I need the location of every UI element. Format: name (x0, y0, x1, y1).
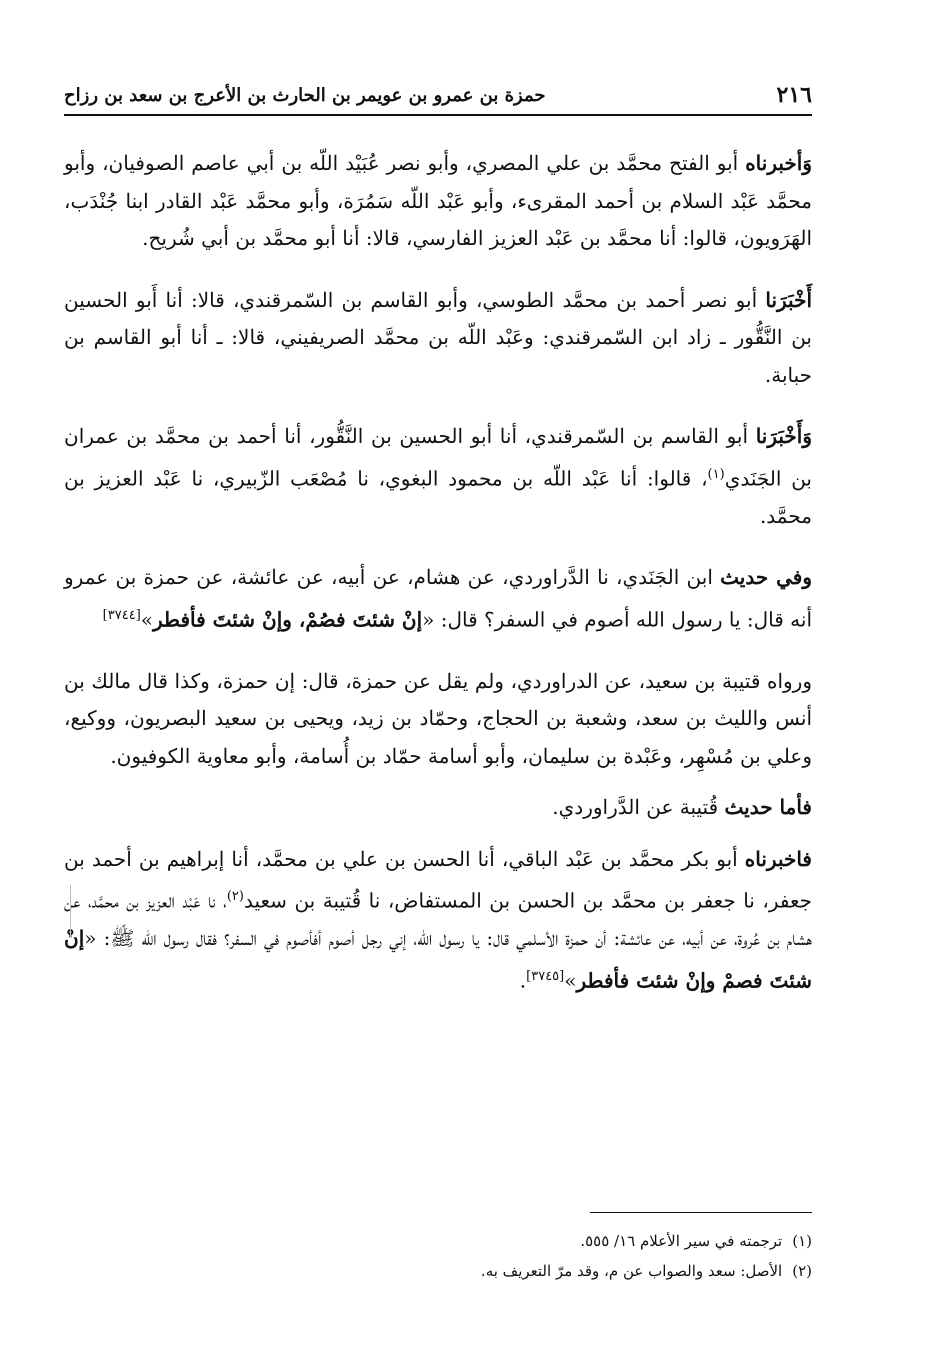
paragraph-keyword: أَخْبَرَنا (765, 287, 812, 312)
footnotes (64, 1226, 812, 1286)
paragraph-keyword: وَأخبرناه (745, 151, 812, 175)
hadith-reference: [٣٧٤٤] (102, 607, 141, 623)
paragraph-4 (64, 559, 812, 639)
main-text (64, 145, 812, 1014)
footnote-rule (590, 1212, 812, 1213)
footnote-number: (١) (792, 1232, 812, 1250)
paragraph-keyword: فاخبرناه (744, 846, 812, 871)
footnote-number: (٢) (792, 1262, 812, 1280)
paragraph-5 (64, 663, 812, 776)
paragraph-7 (64, 841, 812, 1000)
quote-close: » (140, 607, 154, 632)
paragraph-2 (64, 282, 812, 395)
paragraph-6 (64, 789, 812, 827)
footnote-1 (64, 1226, 812, 1256)
paragraph-keyword: وَأَخْبَرَنا (755, 424, 812, 448)
margin-mark (70, 885, 71, 937)
paragraph-text: ورواه قتيبة بن سعيد، عن الدراوردي، ولم يقل عن حمزة، قال: إن حمزة، وكذا قال مالك بن أنس والليث بن سعد، وشعبة بن الحجاج، وحمّاد بن زيد، ويحيى بن سعيد البصريون، ووكيع، وعلي بن مُسْهِر، وعَبْدة بن سليمان، وأبو أسامة حمّاد بن أُسامة، وأبو معاوية الكوفيون. (64, 668, 812, 768)
paragraph-keyword: وفي حديث (720, 565, 812, 590)
running-title: حمزة بن عمرو بن عويمر بن الحارث بن الأعرج بن سعد بن رزاح (64, 84, 546, 106)
paragraph-keyword: فأما حديث (724, 795, 812, 820)
paragraph-text: أبو نصر أحمد بن محمَّد الطوسي، وأبو القاسم بن السّمرقندي، قالا: أنا أَبو الحسين بن النَّقُّور ـ زاد ابن السّمرقندي: وعَبْد اللّه بن محمَّد الصريفيني، قالا: ـ أنا أبو القاسم بن حبابة. (64, 287, 812, 387)
page-number: ٢١٦ (776, 82, 812, 108)
paragraph-text: ابن الجَنَدي، نا الدَّراوردي، عن هشام، عن أبيه، عن عائشة، عن حمزة بن عمرو أنه قال: يا رسول الله أصوم في السفر؟ قال: « (64, 565, 812, 632)
paragraph-text: ، قالوا: أنا عَبْد اللّه بن محمود البغوي، نا مُصْعَب الزّبيري، نا عَبْد العزيز بن محمَّد. (64, 466, 812, 528)
paragraph-text: قُتيبة عن الدَّراوردي. (552, 795, 725, 820)
quote-close: » (564, 968, 577, 993)
paragraph-3 (64, 418, 812, 535)
paragraph-text: أبو بكر محمَّد بن عَبْد الباقي، أنا الحسن بن علي بن محمَّد، أنا إبراهيم بن أحمد بن جعفر، نا جعفر بن محمَّد بن الحسن بن المستفاض، نا قُتيبة بن سعيد (64, 846, 813, 913)
paragraph-text: ، نا عَبْد العزيز بن محمَّد، عن هشام بن عُروة، عن أبيه، عن عائشة: أن حمزة الأسلمي قال: يا رسول الله، إني رجل أصوم أفأصوم في السفر؟ فقال رسول الله ﷺ: « (64, 888, 812, 951)
hadith-quote: إنْ شئتَ فصمْ وإنْ شئتَ فأفطر (64, 926, 812, 993)
footnote-marker[interactable]: (١) (707, 466, 725, 482)
header-rule (64, 114, 812, 116)
paragraph-text: أبو الفتح محمَّد بن علي المصري، وأبو نصر عُبَيْد اللّه بن أبي عاصم الصوفيان، وأبو محمَّد عَبْد السلام بن أحمد المقرىء، وأبو عَبْد اللّه سَمُرَة، وأبو محمَّد عَبْد القادر ابنا جُنْدَب، الهَرَويون، قالوا: أنا محمَّد بن عَبْد العزيز الفارسي، قالا: أنا أبو محمَّد بن أبي شُريح. (64, 151, 812, 250)
footnote-text: ترجمته في سير الأعلام ١٦/ ٥٥٥. (580, 1232, 783, 1250)
page-header (64, 80, 812, 110)
footnote-marker[interactable]: (٢) (226, 889, 244, 905)
hadith-reference: [٣٧٤٥] (526, 968, 565, 984)
paragraph-text: أبو القاسم بن السّمرقندي، أنا أبو الحسين بن النَّقُّور، أنا أحمد بن محمَّد بن عمران بن الجَنَدي (64, 424, 812, 491)
footnote-text: الأصل: سعد والصواب عن م، وقد مرّ التعريف به. (480, 1262, 783, 1280)
paragraph-end: . (519, 968, 527, 993)
paragraph-1 (64, 145, 812, 258)
hadith-quote: إنْ شئتَ فصُمْ، وإنْ شئتَ فأفطر (153, 607, 423, 632)
footnote-2 (64, 1256, 812, 1286)
